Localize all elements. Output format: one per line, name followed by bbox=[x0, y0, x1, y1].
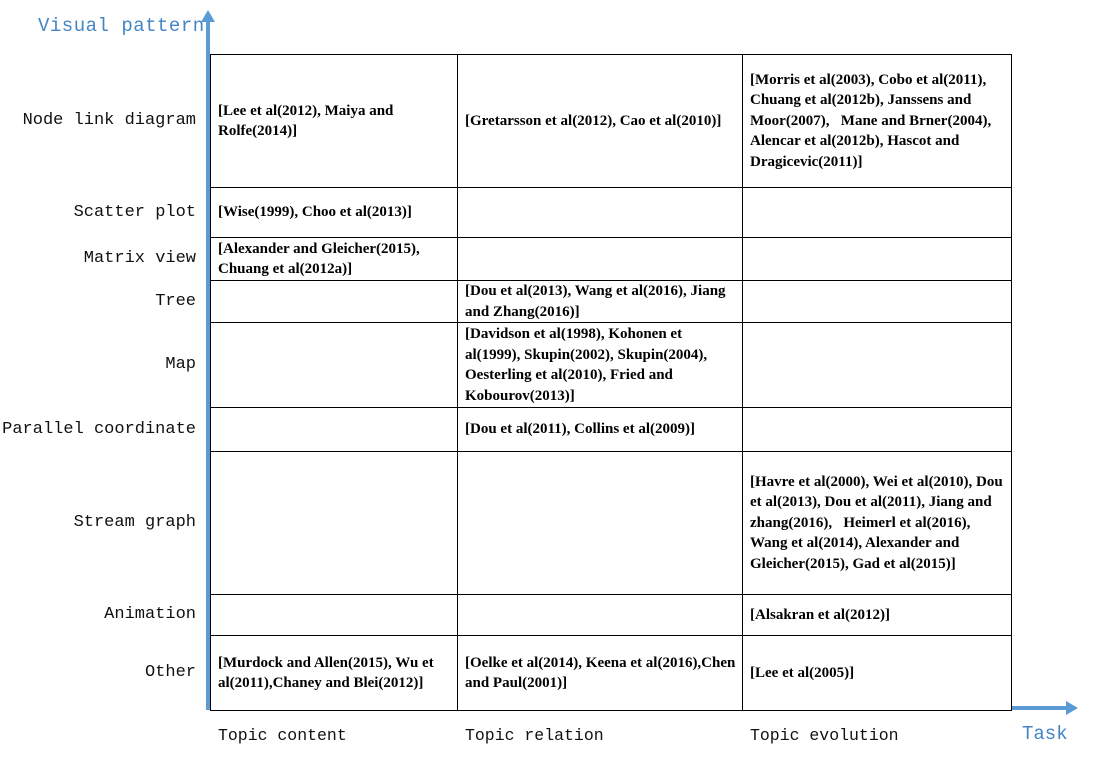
row-label-node-link-diagram: Node link diagram bbox=[22, 111, 196, 130]
cell-scatter-plot-topic-relation bbox=[458, 188, 743, 238]
cell-parallel-coordinate-topic-content bbox=[211, 408, 458, 452]
y-axis-label: Visual pattern bbox=[38, 15, 205, 37]
row-label-parallel-coordinate: Parallel coordinate bbox=[2, 419, 196, 439]
citation-list: [Alsakran et al(2012)] bbox=[750, 606, 890, 623]
x-axis-arrowhead-icon bbox=[1066, 701, 1078, 715]
cell-map-topic-relation bbox=[458, 323, 743, 408]
cell-stream-graph-topic-content bbox=[211, 452, 458, 595]
row-label-matrix-view: Matrix view bbox=[83, 249, 196, 268]
citation-list: [Gretarsson et al(2012), Cao et al(2010)] bbox=[465, 112, 722, 129]
cell-animation-topic-content bbox=[211, 595, 458, 636]
cell-matrix-view-topic-relation bbox=[458, 238, 743, 281]
citation-list: [Dou et al(2011), Collins et al(2009)] bbox=[465, 421, 695, 438]
citation-list: [Dou et al(2013), Wang et al(2016), Jiang and Zhang(2016)] bbox=[465, 283, 730, 320]
cell-map-topic-evolution bbox=[743, 323, 1012, 408]
citation-list: [Oelke et al(2014), Keena et al(2016),Chen and Paul(2001)] bbox=[465, 654, 740, 691]
citation-matrix bbox=[210, 54, 1012, 711]
cell-node-link-diagram-topic-evolution bbox=[743, 55, 1012, 188]
column-label-topic-evolution: Topic evolution bbox=[750, 726, 899, 745]
cell-node-link-diagram-topic-content bbox=[211, 55, 458, 188]
citation-list: [Havre et al(2000), Wei et al(2010), Dou et al(2013), Dou et al(2011), Jiang and zhang(2016), Heimerl et al(2016), Wang et al(2014), Alexander and Gleicher(2015), Gad et al(2015)] bbox=[750, 473, 1007, 572]
row-label-other: Other bbox=[144, 663, 196, 682]
citation-list: [Murdock and Allen(2015), Wu et al(2011),Chaney and Blei(2012)] bbox=[218, 654, 438, 691]
cell-other-topic-relation bbox=[458, 636, 743, 711]
citation-list: [Lee et al(2005)] bbox=[750, 664, 855, 681]
cell-animation-topic-evolution bbox=[743, 595, 1012, 636]
column-labels bbox=[0, 726, 1104, 754]
row-labels bbox=[0, 54, 200, 710]
cell-animation-topic-relation bbox=[458, 595, 743, 636]
cell-parallel-coordinate-topic-evolution bbox=[743, 408, 1012, 452]
cell-scatter-plot-topic-content bbox=[211, 188, 458, 238]
cell-stream-graph-topic-relation bbox=[458, 452, 743, 595]
row-label-map: Map bbox=[165, 355, 196, 374]
row-label-scatter-plot: Scatter plot bbox=[73, 202, 196, 222]
citation-list: [Alexander and Gleicher(2015), Chuang et al(2012a)] bbox=[218, 240, 424, 277]
cell-scatter-plot-topic-evolution bbox=[743, 188, 1012, 238]
cell-node-link-diagram-topic-relation bbox=[458, 55, 743, 188]
citation-list: [Wise(1999), Choo et al(2013)] bbox=[218, 204, 412, 221]
column-label-topic-content: Topic content bbox=[218, 726, 347, 745]
row-label-tree: Tree bbox=[155, 291, 196, 311]
cell-matrix-view-topic-content bbox=[211, 238, 458, 281]
citation-list: [Morris et al(2003), Cobo et al(2011), Chuang et al(2012b), Janssens and Moor(2007), Mane and Brner(2004), Alencar et al(2012b), Hascot and Dragicevic(2011)] bbox=[750, 71, 1002, 170]
cell-map-topic-content bbox=[211, 323, 458, 408]
cell-tree-topic-evolution bbox=[743, 281, 1012, 323]
row-label-animation: Animation bbox=[104, 605, 196, 624]
cell-matrix-view-topic-evolution bbox=[743, 238, 1012, 281]
citation-list: [Davidson et al(1998), Kohonen et al(1999), Skupin(2002), Skupin(2004), Oesterling et al(2010), Fried and Kobourov(2013)] bbox=[465, 326, 711, 404]
cell-tree-topic-content bbox=[211, 281, 458, 323]
row-label-stream-graph: Stream graph bbox=[73, 513, 196, 532]
cell-parallel-coordinate-topic-relation bbox=[458, 408, 743, 452]
x-axis-label: Task bbox=[1022, 723, 1068, 745]
column-label-topic-relation: Topic relation bbox=[465, 726, 604, 745]
citation-list: [Lee et al(2012), Maiya and Rolfe(2014)] bbox=[218, 102, 398, 139]
cell-other-topic-evolution bbox=[743, 636, 1012, 711]
cell-stream-graph-topic-evolution bbox=[743, 452, 1012, 595]
cell-other-topic-content bbox=[211, 636, 458, 711]
cell-tree-topic-relation bbox=[458, 281, 743, 323]
